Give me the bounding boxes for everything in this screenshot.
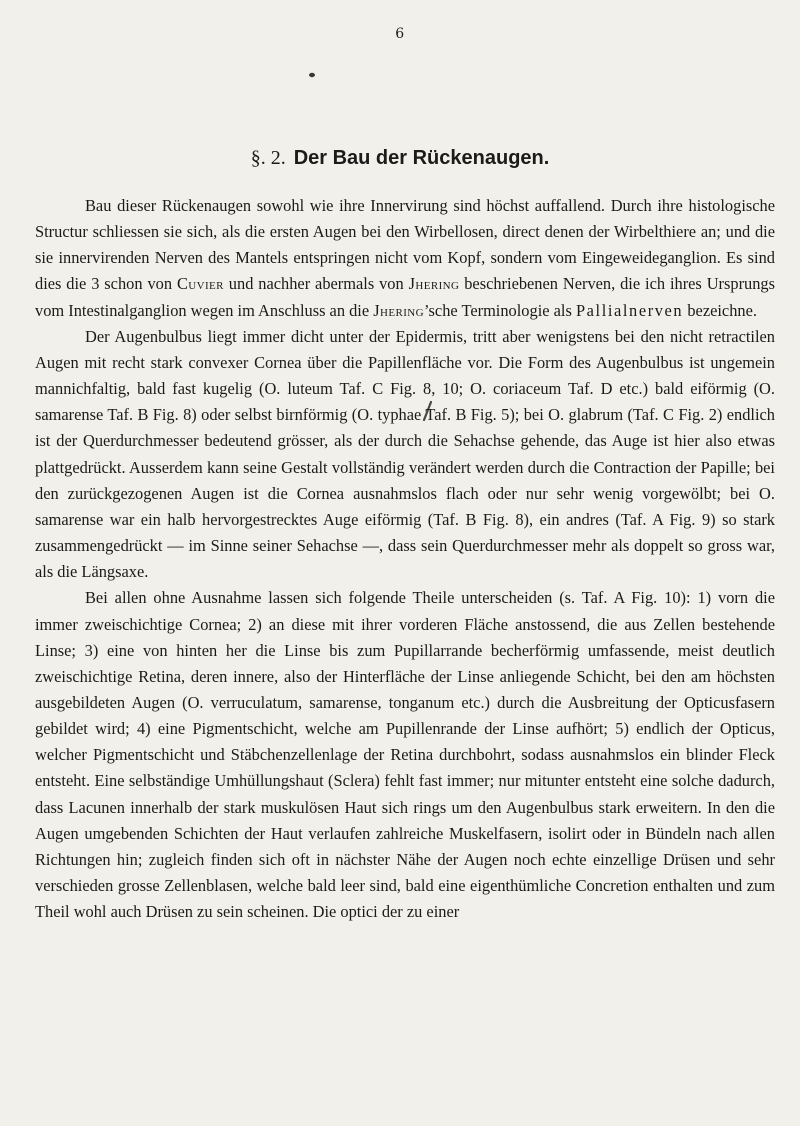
author-jhering: Jhering xyxy=(408,274,460,294)
body-text xyxy=(35,193,775,925)
paragraph-3: Bei allen ohne Ausnahme lassen sich folgende Theile unterscheiden (s. Taf. A Fig. 10): 1) vorn die immer zweischichtige Cornea; 2) an diese mit ihrer vorderen Fläche anstossend, die aus Zellen bestehende Linse; 3) eine von hinten her die Linse bis zum Pupillarrande becherförmig umfassende, meist deutlich zweischichtige Retina, deren innere, also der Hinterfläche der Linse anliegende Schicht, bei den am höchsten ausgebildeten Augen (O. verruculatum, samarense, tonganum etc.) durch die Ausbreitung der Opticusfasern gebildet wird; 4) eine Pigmentschicht, welche am Pupillenrande der Linse aufhört; 5) endlich der Opticus, welcher Pigmentschicht und Stäbchenzellenlage der Retina durchbohrt, sodass ausnahmslos ein blinder Fleck entsteht. Eine selbständige Umhüllungshaut (Sclera) fehlt fast immer; nur mitunter entsteht eine solche dadurch, dass Lacunen innerhalb der stark muskulösen Haut sich rings um den Augenbulbus stark erweitern. In den die Augen umgebenden Schichten der Haut verlaufen zahlreiche Muskelfasern, isolirt oder in Bündeln nach allen Richtungen hin; zugleich finden sich oft in nächster Nähe der Augen noch echte einzellige Drüsen und sehr verschieden grosse Zellenblasen, welche bald leer sind, bald eine eigenthümliche Concretion enthalten und zum Theil wohl auch Drüsen zu sein scheinen. Die optici der zu einer xyxy=(35,588,775,922)
section-number: §. 2. xyxy=(250,147,286,169)
section-heading xyxy=(0,145,800,170)
paragraph-2: Der Augenbulbus liegt immer dicht unter der Epidermis, tritt aber wenigstens bei den nicht retractilen Augen mit recht stark convexer Cornea über die Papillenfläche vor. Die Form des Augenbulbus ist ungemein mannichfaltig, bald fast kugelig (O. luteum Taf. C Fig. 8, 10; O. coriaceum Taf. D etc.) bald eiförmig (O. samarense Taf. B Fig. 8) oder selbst birnförmig (O. typhae Taf. B Fig. 5); bei O. glabrum (Taf. C Fig. 2) endlich ist der Querdurchmesser bedeutend grösser, als der durch die Sehachse gehende, das Auge ist hier also etwas plattgedrückt. Ausserdem kann seine Gestalt vollständig verändert werden durch die Contraction der Papille; bei den zurückgezogenen Augen ist die Cornea ausnahmslos flach oder nur sehr wenig vorgewölbt; bei O. samarense war ein halb hervorgestrecktes Auge eiförmig (Taf. B Fig. 8), ein andres (Taf. A Fig. 9) so stark zusammengedrückt — im Sinne seiner Sehachse —, dass sein Querdurchmesser mehr als doppelt so gross war, als die Längsaxe. xyxy=(35,326,775,582)
author-jhering-2: Jhering xyxy=(373,300,424,320)
section-title: Der Bau der Rückenaugen. xyxy=(293,147,550,169)
ink-speck xyxy=(307,72,317,78)
term-pallialnerven: Pallialnerven xyxy=(575,300,684,320)
author-cuvier: Cuvier xyxy=(176,274,224,294)
page-number: 6 xyxy=(395,26,405,42)
paragraph-1: Bau dieser Rückenaugen sowohl wie ihre Innervirung sind höchst auffallend. Durch ihre histologische Structur schliessen sie sich, als die ersten Augen bei den Wirbellosen, direct denen der Wirbelthiere an; und die sie innervirenden Nerven des Mantels entspringen nicht vom Kopf, sondern vom Eingeweideganglion. Es sind dies die 3 schon von Cuvier und nachher abermals von Jhering beschriebenen Nerven, die ich ihres Ursprungs vom Intestinalganglion wegen im Anschluss an die Jhering’sche Terminologie als Pallialnerven bezeichne. xyxy=(35,196,775,320)
